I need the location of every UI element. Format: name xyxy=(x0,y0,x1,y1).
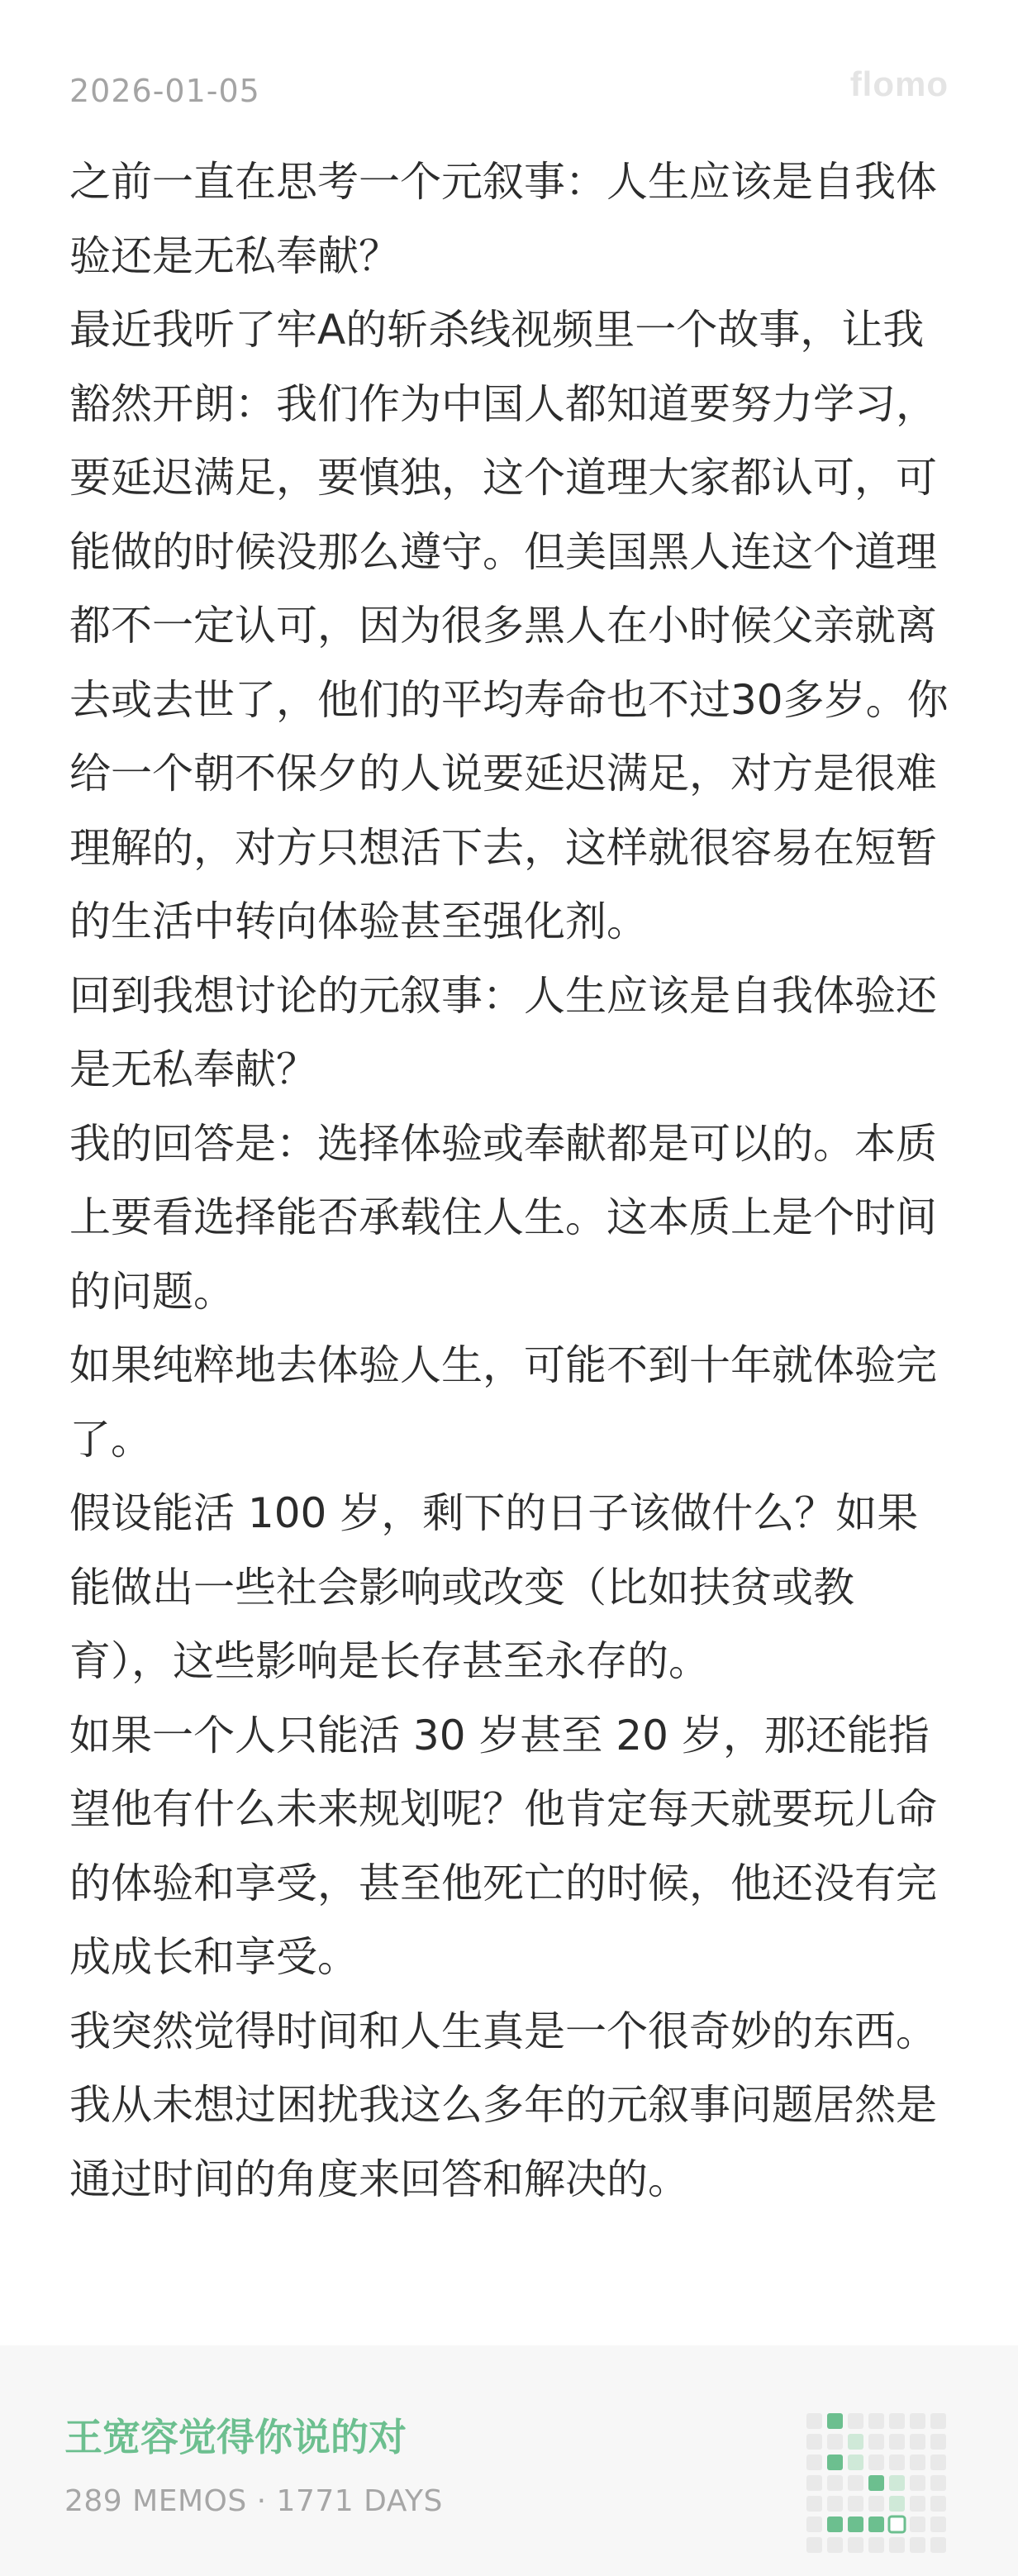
heatmap-cell xyxy=(868,2475,884,2491)
heatmap-cell xyxy=(930,2434,946,2450)
heatmap-cell xyxy=(848,2496,863,2512)
heatmap-cell xyxy=(868,2455,884,2470)
memo-content xyxy=(69,145,952,2217)
heatmap-cell xyxy=(868,2496,884,2512)
heatmap-cell xyxy=(889,2455,905,2470)
heatmap-cell xyxy=(910,2434,925,2450)
heatmap-cell xyxy=(889,2475,905,2491)
heatmap-cell xyxy=(910,2413,925,2429)
heatmap-cell xyxy=(930,2537,946,2553)
author-name: 王宽容觉得你说的对 xyxy=(64,2415,407,2459)
heatmap-cell xyxy=(827,2434,843,2450)
heatmap-cell xyxy=(868,2413,884,2429)
memo-date: 2026-01-05 xyxy=(69,73,260,109)
memo-paragraph: 如果纯粹地去体验人生，可能不到十年就体验完了。 xyxy=(69,1341,937,1464)
heatmap-cell xyxy=(848,2475,863,2491)
heatmap-cell xyxy=(806,2434,822,2450)
heatmap-cell xyxy=(806,2413,822,2429)
heatmap-cell xyxy=(848,2434,863,2450)
heatmap-cell xyxy=(806,2455,822,2470)
brand-logo: flomo xyxy=(849,64,949,103)
activity-heatmap-icon xyxy=(806,2413,949,2560)
heatmap-cell xyxy=(930,2516,946,2532)
memo-paragraph: 最近我听了牢A的斩杀线视频里一个故事，让我豁然开朗：我们作为中国人都知道要努力学习，要延迟满足，要慎独，这个道理大家都认可，可能做的时候没那么遵守。但美国黑人连这个道理都不一定认可，因为很多黑人在小时候父亲就离去或去世了，他们的平均寿命也不过30多岁。你给一个朝不保夕的人说要延迟满足，对方是很难理解的，对方只想活下去，这样就很容易在短暂的生活中转向体验甚至强化剂。 xyxy=(69,306,949,945)
memo-paragraph: 之前一直在思考一个元叙事：人生应该是自我体验还是无私奉献？ xyxy=(69,158,937,280)
heatmap-cell xyxy=(827,2475,843,2491)
heatmap-cell xyxy=(827,2413,843,2429)
heatmap-cell xyxy=(848,2537,863,2553)
memo-stats: 289 MEMOS · 1771 DAYS xyxy=(64,2484,443,2518)
heatmap-cell xyxy=(806,2496,822,2512)
heatmap-cell xyxy=(889,2434,905,2450)
heatmap-cell xyxy=(806,2516,822,2532)
heatmap-cell xyxy=(827,2496,843,2512)
heatmap-cell xyxy=(889,2413,905,2429)
heatmap-cell xyxy=(848,2455,863,2470)
heatmap-cell xyxy=(848,2413,863,2429)
memo-footer xyxy=(0,2345,1018,2576)
heatmap-cell xyxy=(930,2455,946,2470)
memo-paragraph: 假设能活 100 岁，剩下的日子该做什么？如果能做出一些社会影响或改变（比如扶贫或教育），这些影响是长存甚至永存的。 xyxy=(69,1489,919,1685)
heatmap-cell xyxy=(910,2516,925,2532)
heatmap-cell xyxy=(930,2413,946,2429)
heatmap-cell xyxy=(910,2537,925,2553)
heatmap-cell xyxy=(889,2516,905,2532)
heatmap-cell xyxy=(827,2516,843,2532)
heatmap-cell xyxy=(868,2434,884,2450)
heatmap-cell xyxy=(827,2455,843,2470)
heatmap-cell xyxy=(910,2455,925,2470)
heatmap-cell xyxy=(930,2475,946,2491)
heatmap-cell xyxy=(930,2496,946,2512)
heatmap-cell xyxy=(910,2496,925,2512)
memo-paragraph: 如果一个人只能活 30 岁甚至 20 岁，那还能指望他有什么未来规划呢？他肯定每天就要玩儿命的体验和享受，甚至他死亡的时候，他还没有完成成长和享受。 xyxy=(69,1711,937,1981)
heatmap-cell xyxy=(889,2537,905,2553)
memo-paragraph: 回到我想讨论的元叙事：人生应该是自我体验还是无私奉献？ xyxy=(69,971,937,1093)
heatmap-cell xyxy=(848,2516,863,2532)
heatmap-cell xyxy=(827,2537,843,2553)
memo-paragraph: 我突然觉得时间和人生真是一个很奇妙的东西。我从未想过困扰我这么多年的元叙事问题居然是通过时间的角度来回答和解决的。 xyxy=(69,2007,937,2203)
heatmap-cell xyxy=(806,2537,822,2553)
heatmap-cell xyxy=(910,2475,925,2491)
heatmap-cell xyxy=(889,2496,905,2512)
heatmap-cell xyxy=(868,2516,884,2532)
heatmap-cell xyxy=(806,2475,822,2491)
memo-paragraph: 我的回答是：选择体验或奉献都是可以的。本质上要看选择能否承载住人生。这本质上是个时间的问题。 xyxy=(69,1119,937,1316)
heatmap-cell xyxy=(868,2537,884,2553)
